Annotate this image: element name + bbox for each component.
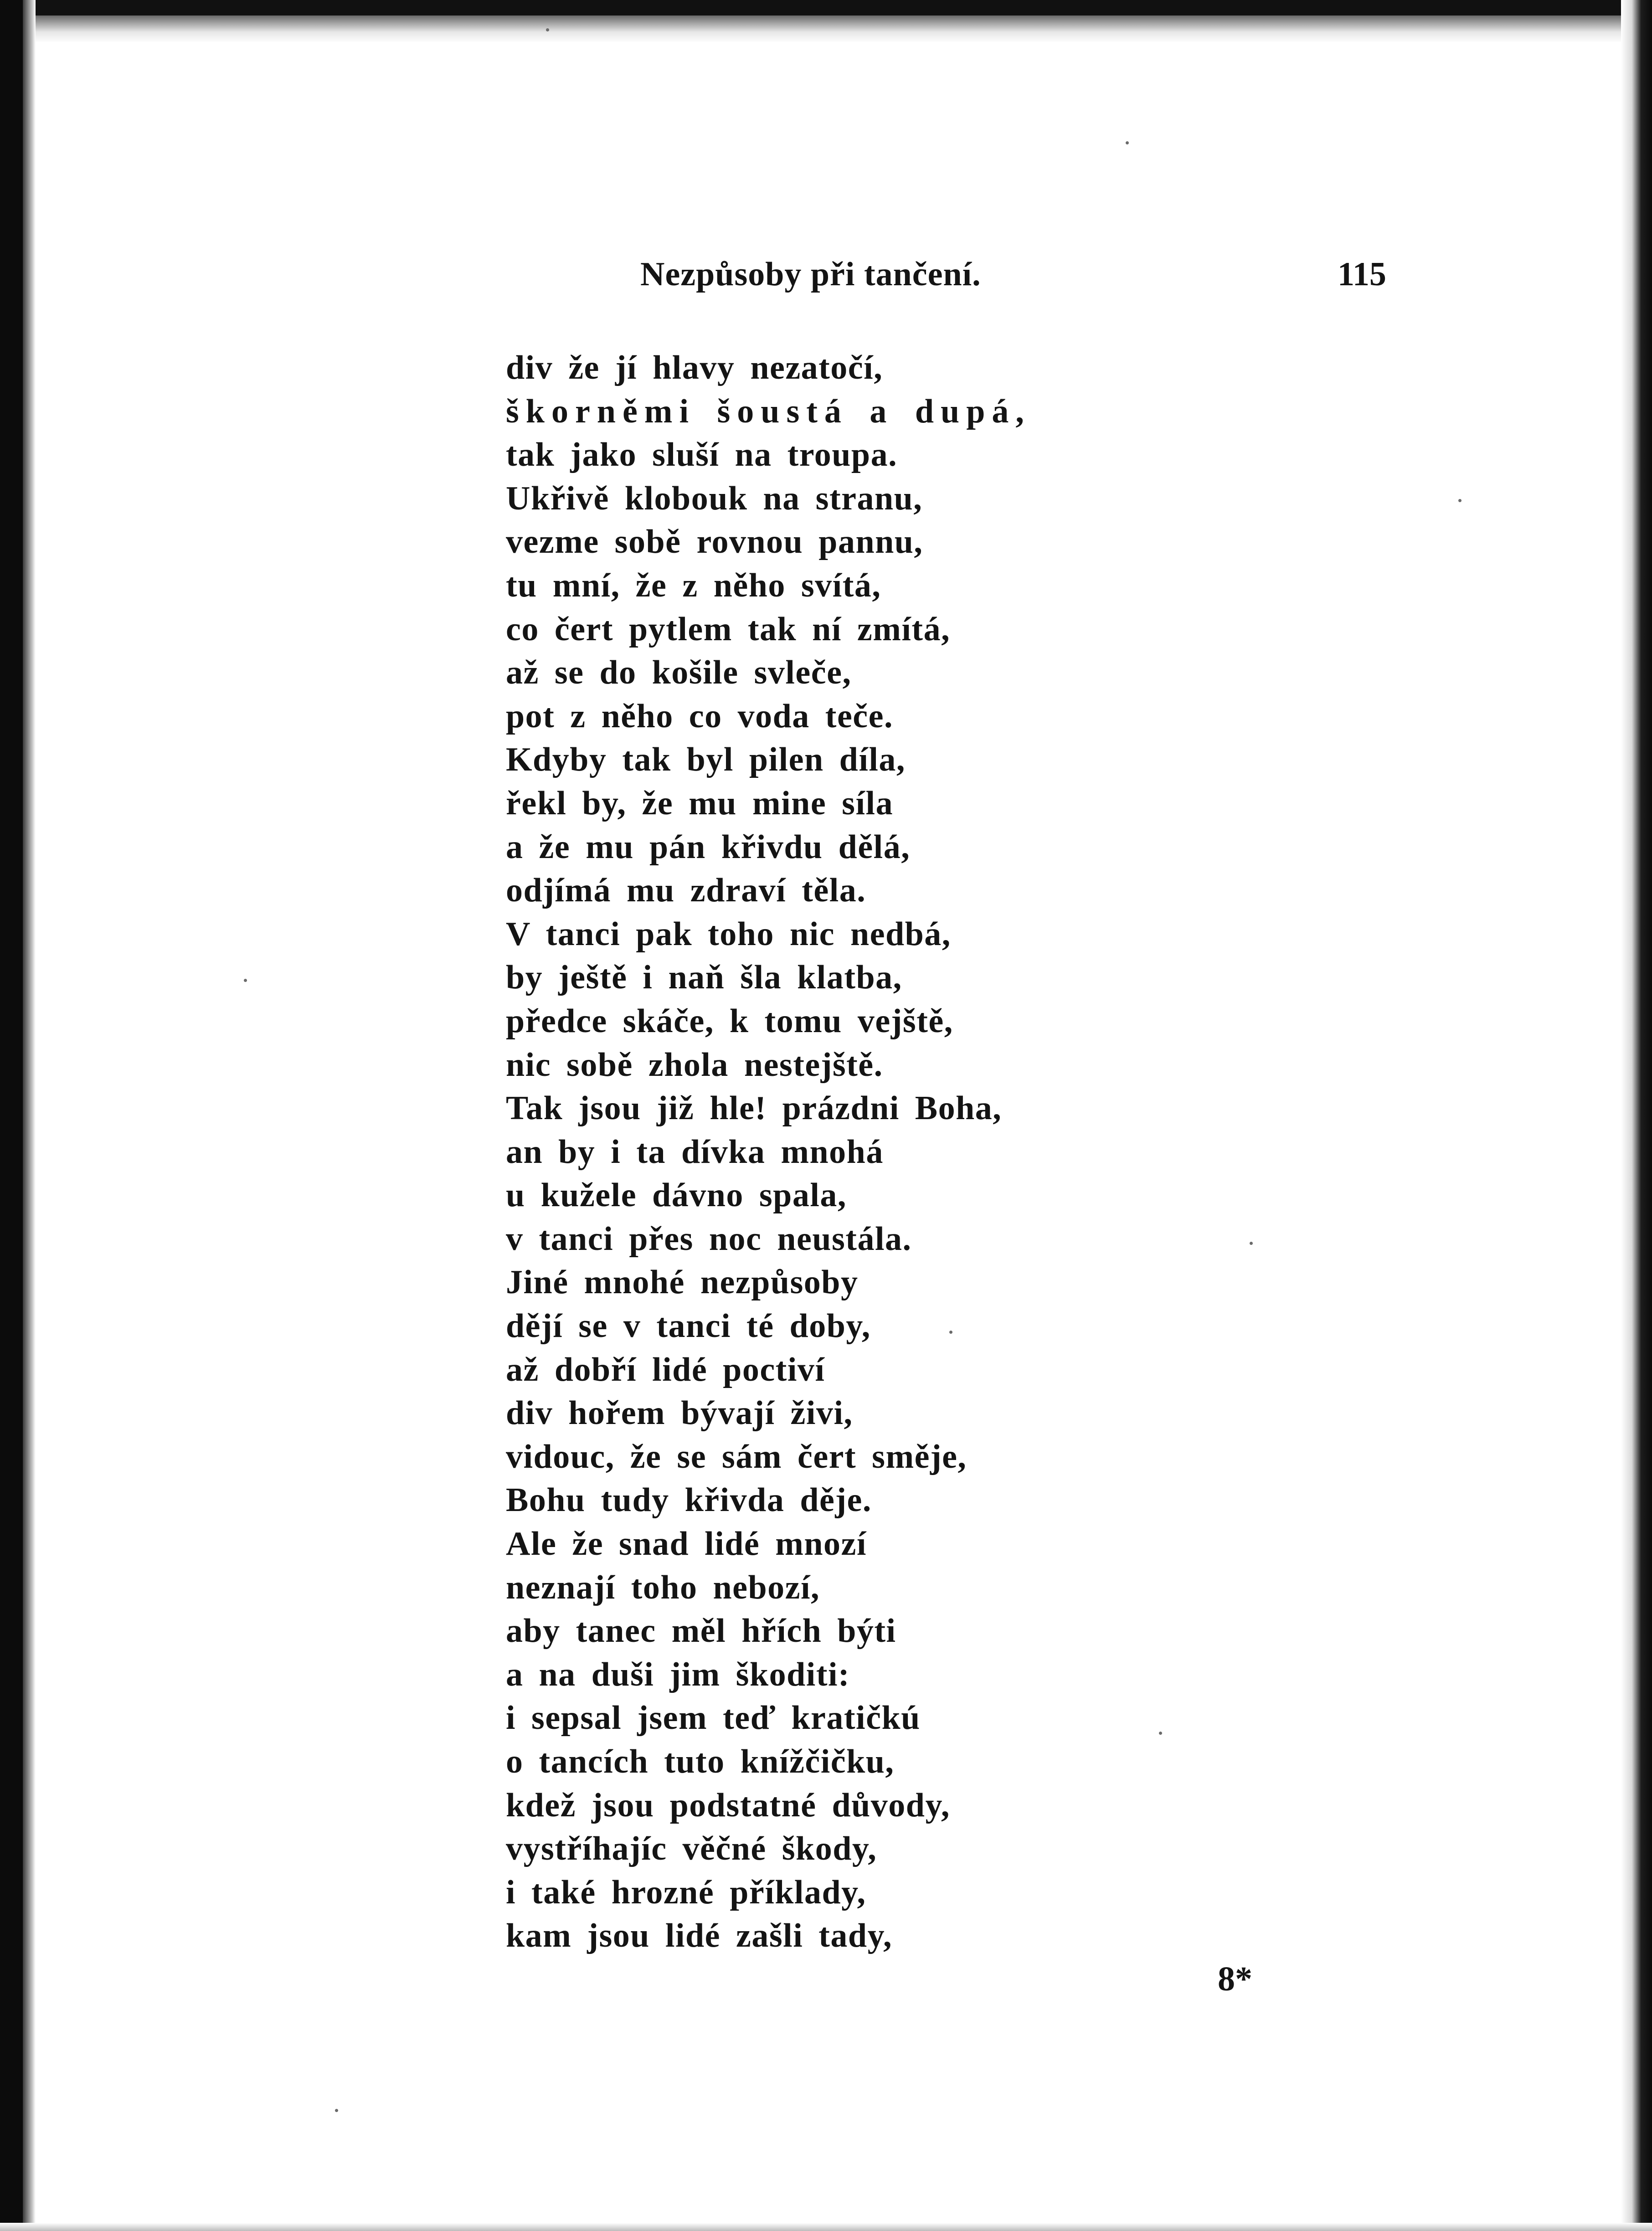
scan-speck: [1126, 141, 1129, 144]
verse-line: Tak jsou již hle! prázdni Boha,: [506, 1090, 1002, 1127]
verse-line: Jiné mnohé nezpůsoby: [506, 1264, 859, 1301]
verse-line: škorněmi šoustá a dupá,: [506, 392, 1031, 430]
verse-line: o tancích tuto knížčičku,: [506, 1743, 895, 1780]
verse-line: odjímá mu zdraví těla.: [506, 872, 866, 910]
signature-mark: 8*: [1218, 1960, 1252, 1998]
verse-line: vystříhajíc věčné škody,: [506, 1830, 877, 1868]
scan-bottom-edge: [0, 2223, 1652, 2231]
verse-line: div že jí hlavy nezatočí,: [506, 349, 883, 386]
poem-text: [506, 346, 1031, 1958]
verse-line: předce skáče, k tomu vejště,: [506, 1002, 953, 1040]
page-number: 115: [1338, 256, 1386, 293]
verse-line: Ukřivě klobouk na stranu,: [506, 479, 923, 517]
verse-line: aby tanec měl hřích býti: [506, 1612, 896, 1650]
scan-left-edge: [0, 0, 23, 2231]
verse-line: V tanci pak toho nic nedbá,: [506, 915, 951, 953]
verse-line: pot z něho co voda teče.: [506, 697, 893, 735]
scan-top-edge: [0, 0, 1652, 15]
verse-line: až dobří lidé poctiví: [506, 1351, 825, 1388]
verse-line: Kdyby tak byl pilen díla,: [506, 741, 906, 779]
verse-line: a že mu pán křivdu dělá,: [506, 828, 911, 866]
verse-line: an by i ta dívka mnohá: [506, 1133, 884, 1171]
scan-speck: [244, 979, 247, 982]
scan-speck: [1250, 1242, 1253, 1245]
verse-line: dějí se v tanci té doby,: [506, 1307, 871, 1345]
verse-line: div hořem bývají živi,: [506, 1394, 853, 1432]
scan-speck: [1159, 1732, 1162, 1735]
verse-line: neznají toho nebozí,: [506, 1568, 820, 1606]
verse-line: Bohu tudy křivda děje.: [506, 1481, 872, 1519]
verse-line: a na duši jim škoditi:: [506, 1655, 850, 1693]
verse-line: vezme sobě rovnou pannu,: [506, 523, 923, 561]
verse-line: by ještě i naň šla klatba,: [506, 959, 902, 997]
scan-top-shadow: [0, 15, 1652, 43]
verse-line: kdež jsou podstatné důvody,: [506, 1786, 950, 1824]
verse-line: tu mní, že z něho svítá,: [506, 566, 881, 604]
verse-line: řekl by, že mu mine síla: [506, 784, 894, 822]
verse-line: i sepsal jsem teď kratičkú: [506, 1699, 921, 1737]
scan-right-edge: [1621, 0, 1652, 2231]
verse-line: tak jako sluší na troupa.: [506, 436, 898, 474]
verse-line: i také hrozné příklady,: [506, 1873, 866, 1911]
scan-left-shadow: [23, 0, 36, 2231]
verse-line: u kužele dávno spala,: [506, 1177, 847, 1214]
scan-speck: [546, 28, 549, 31]
scan-speck: [1458, 499, 1462, 502]
verse-line: v tanci přes noc neustála.: [506, 1220, 912, 1258]
verse-line: až se do košile svleče,: [506, 654, 852, 692]
scan-speck: [335, 2109, 338, 2112]
verse-line: nic sobě zhola nestejště.: [506, 1046, 883, 1084]
verse-line: kam jsou lidé zašli tady,: [506, 1917, 892, 1955]
running-title: Nezpůsoby při tančení.: [640, 256, 981, 293]
verse-line: Ale že snad lidé mnozí: [506, 1525, 867, 1563]
verse-line: co čert pytlem tak ní zmítá,: [506, 610, 951, 648]
verse-line: vidouc, že se sám čert směje,: [506, 1438, 967, 1475]
